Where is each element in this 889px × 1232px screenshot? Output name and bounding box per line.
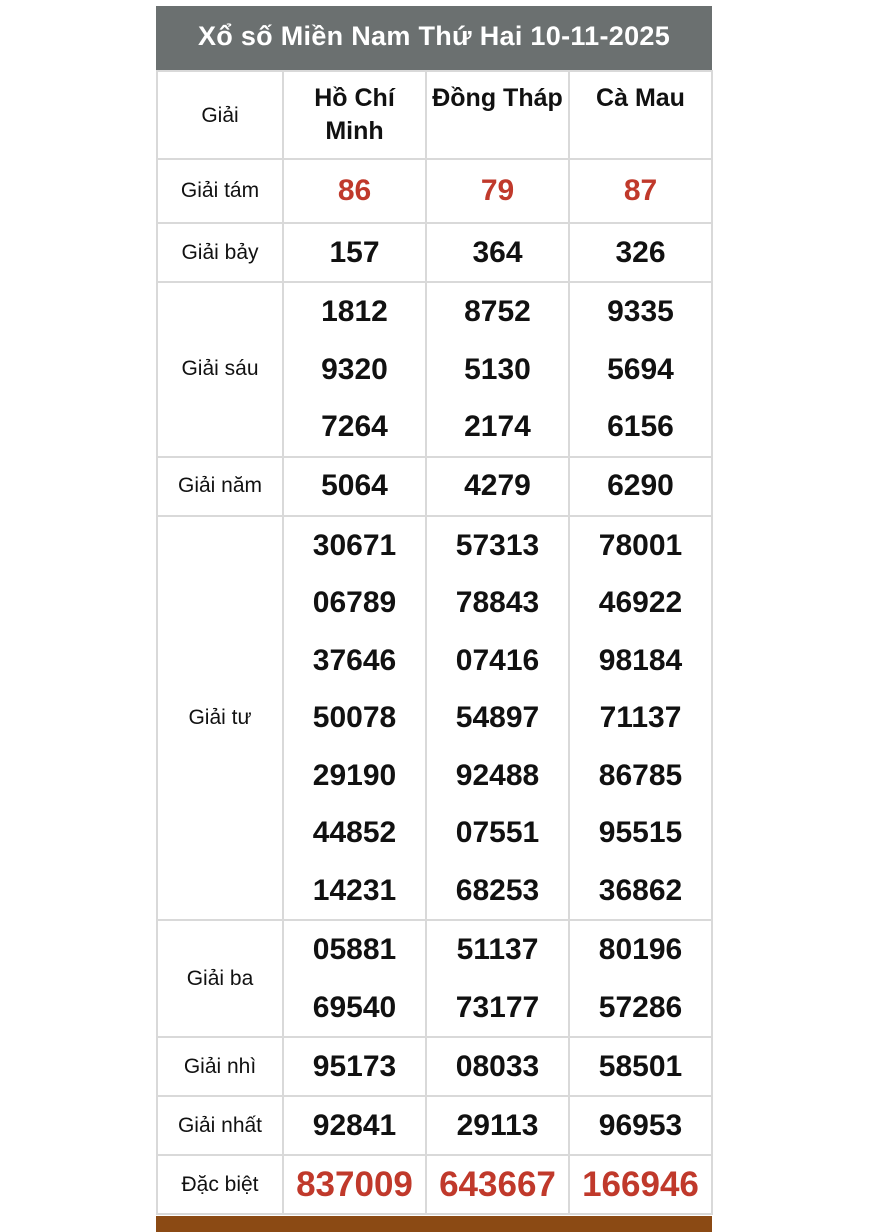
prize-row-giai-nhat [157, 1096, 712, 1155]
winning-number: 57313 [455, 528, 540, 562]
lottery-results [156, 6, 712, 1215]
winning-number: 92841 [312, 1108, 397, 1142]
winning-number: 4279 [464, 469, 531, 502]
prize-cell [569, 159, 712, 223]
winning-number: 07416 [455, 643, 540, 677]
winning-number: 29113 [456, 1108, 539, 1142]
prize-cell [283, 1037, 426, 1096]
province-header-ca-mau: Cà Mau [569, 71, 712, 159]
winning-number: 5130 [464, 352, 531, 386]
province-header-dong-thap: Đồng Tháp [426, 71, 569, 159]
winning-number: 07551 [455, 816, 540, 849]
winning-number: 96953 [598, 1108, 683, 1142]
winning-number: 71137 [599, 701, 682, 734]
winning-number: 6290 [607, 469, 674, 502]
prize-label: Giải tư [157, 516, 283, 921]
prize-cell [283, 159, 426, 223]
prize-cell [283, 457, 426, 516]
prize-cell [426, 223, 569, 282]
prize-row-giai-bay [157, 223, 712, 282]
prize-row-dac-biet [157, 1155, 712, 1214]
winning-number: 157 [329, 235, 380, 269]
winning-number: 73177 [455, 990, 540, 1024]
winning-number: 326 [615, 235, 666, 269]
winning-number: 50078 [312, 701, 397, 734]
winning-number: 5064 [321, 469, 388, 502]
winning-number: 14231 [312, 873, 397, 907]
prize-cell [426, 159, 569, 223]
prize-row-giai-nhi [157, 1037, 712, 1096]
winning-number: 643667 [439, 1164, 556, 1204]
prize-column-header: Giải [157, 71, 283, 159]
winning-number: 87 [623, 174, 658, 207]
winning-number: 1812 [321, 295, 388, 328]
prize-cell [569, 1155, 712, 1214]
winning-number: 9320 [321, 352, 388, 386]
prize-cell [426, 920, 569, 1037]
prize-row-giai-tam [157, 159, 712, 223]
winning-number: 78001 [598, 528, 683, 562]
prize-row-giai-nam [157, 457, 712, 516]
winning-number: 6156 [607, 410, 674, 443]
prize-label: Giải ba [157, 920, 283, 1037]
winning-number: 58501 [598, 1049, 683, 1083]
winning-number: 7264 [321, 410, 388, 443]
winning-number: 79 [480, 174, 515, 207]
prize-cell [426, 457, 569, 516]
prize-cell [283, 516, 426, 921]
prize-label: Đặc biệt [157, 1155, 283, 1214]
winning-number: 5694 [607, 352, 674, 386]
winning-number: 36862 [598, 873, 683, 907]
header-row [157, 71, 712, 159]
winning-number: 05881 [312, 933, 397, 966]
prize-label: Giải nhì [157, 1037, 283, 1096]
winning-number: 51137 [456, 933, 539, 966]
prize-cell [283, 1096, 426, 1155]
winning-number: 08033 [455, 1049, 540, 1083]
prize-cell [426, 1096, 569, 1155]
results-table [156, 70, 713, 1215]
prize-cell [426, 1155, 569, 1214]
prize-cell [426, 516, 569, 921]
prize-cell [283, 223, 426, 282]
prize-cell [283, 1155, 426, 1214]
prize-label: Giải năm [157, 457, 283, 516]
winning-number: 837009 [296, 1164, 413, 1204]
winning-number: 44852 [312, 816, 397, 849]
winning-number: 29190 [312, 758, 397, 792]
prize-label: Giải sáu [157, 282, 283, 457]
winning-number: 80196 [598, 933, 683, 966]
prize-label: Giải bảy [157, 223, 283, 282]
winning-number: 98184 [598, 643, 683, 677]
prize-row-giai-ba [157, 920, 712, 1037]
winning-number: 9335 [607, 295, 674, 328]
prize-cell [283, 282, 426, 457]
prize-cell [283, 920, 426, 1037]
winning-number: 92488 [455, 758, 540, 792]
winning-number: 69540 [312, 990, 397, 1024]
winning-number: 37646 [312, 643, 397, 677]
prize-cell [569, 920, 712, 1037]
winning-number: 78843 [455, 586, 540, 619]
prize-cell [426, 1037, 569, 1096]
winning-number: 30671 [312, 528, 397, 562]
prize-label: Giải tám [157, 159, 283, 223]
winning-number: 06789 [312, 586, 397, 619]
winning-number: 8752 [464, 295, 531, 328]
page-title: Xổ số Miền Nam Thứ Hai 10-11-2025 [156, 6, 712, 70]
winning-number: 54897 [455, 701, 540, 734]
prize-label: Giải nhất [157, 1096, 283, 1155]
prize-cell [569, 1037, 712, 1096]
prize-row-giai-sau [157, 282, 712, 457]
prize-cell [569, 516, 712, 921]
prize-cell [569, 457, 712, 516]
prize-cell [426, 282, 569, 457]
winning-number: 95173 [312, 1049, 397, 1083]
prize-cell [569, 282, 712, 457]
prize-row-giai-tu [157, 516, 712, 921]
winning-number: 86785 [598, 758, 683, 792]
winning-number: 364 [472, 235, 523, 269]
prize-cell [569, 1096, 712, 1155]
province-header-ho-chi-minh: Hồ Chí Minh [283, 71, 426, 159]
winning-number: 95515 [598, 816, 683, 849]
winning-number: 2174 [464, 410, 531, 443]
prize-cell [569, 223, 712, 282]
winning-number: 166946 [582, 1164, 699, 1204]
winning-number: 68253 [455, 873, 540, 907]
footer-bar [156, 1216, 712, 1232]
winning-number: 57286 [598, 990, 683, 1024]
winning-number: 86 [337, 174, 372, 207]
winning-number: 46922 [598, 586, 683, 619]
